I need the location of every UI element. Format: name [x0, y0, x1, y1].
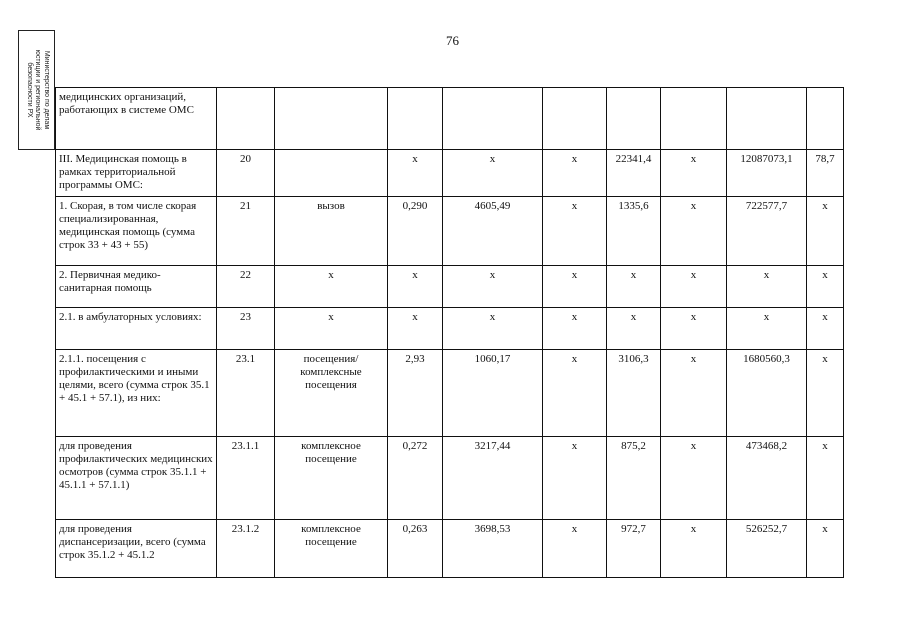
cell-name: 2.1. в амбулаторных условиях:: [56, 308, 217, 350]
cell-num: 20: [217, 150, 275, 197]
cell-c6: х: [727, 266, 807, 308]
cell-num: 23: [217, 308, 275, 350]
cell-c2: х: [443, 150, 543, 197]
stamp-text: [24, 34, 50, 146]
stamp-line: Министерство по делам: [42, 50, 50, 130]
cell-num: 22: [217, 266, 275, 308]
cell-num: 23.1: [217, 350, 275, 437]
cell-c1: 2,93: [388, 350, 443, 437]
cell-c3: [543, 88, 607, 150]
cell-name: 2.1.1. посещения с профилактическими и иными целями, всего (сумма строк 35.1 + 45.1 + 57.1), из них:: [56, 350, 217, 437]
cell-name: 1. Скорая, в том числе скорая специализированная, медицинская помощь (сумма строк 33 + 43 + 55): [56, 197, 217, 266]
cell-name: III. Медицинская помощь в рамках территориальной программы ОМС:: [56, 150, 217, 197]
cell-name: для проведения профилактических медицинских осмотров (сумма строк 35.1.1 + 45.1.1 + 57.1.1): [56, 437, 217, 520]
cell-unit: посещения/ комплексные посещения: [275, 350, 388, 437]
cell-c4: 3106,3: [607, 350, 661, 437]
table-row: [56, 197, 844, 266]
table-row: [56, 520, 844, 578]
cell-c6: х: [727, 308, 807, 350]
page-number: 76: [446, 33, 459, 48]
cell-c5: х: [661, 150, 727, 197]
cell-c5: х: [661, 197, 727, 266]
cell-c6: 722577,7: [727, 197, 807, 266]
cell-c6: 1680560,3: [727, 350, 807, 437]
stamp-line: юстиции и региональной: [33, 49, 41, 131]
cell-c7: [807, 88, 844, 150]
table-row: [56, 150, 844, 197]
cell-unit: х: [275, 266, 388, 308]
cell-c7: х: [807, 437, 844, 520]
cell-c3: х: [543, 150, 607, 197]
cell-c4: х: [607, 308, 661, 350]
cell-c4: х: [607, 266, 661, 308]
cell-name: 2. Первичная медико-санитарная помощь: [56, 266, 217, 308]
cell-c5: х: [661, 266, 727, 308]
cell-name: медицинских организаций, работающих в системе ОМС: [56, 88, 217, 150]
cell-c6: 526252,7: [727, 520, 807, 578]
table-row: [56, 350, 844, 437]
cell-c1: х: [388, 150, 443, 197]
cell-c4: 972,7: [607, 520, 661, 578]
cell-c1: 0,272: [388, 437, 443, 520]
cell-c2: 1060,17: [443, 350, 543, 437]
cell-c5: х: [661, 520, 727, 578]
cell-c1: 0,263: [388, 520, 443, 578]
cell-unit: комплексное посещение: [275, 520, 388, 578]
cell-c4: 1335,6: [607, 197, 661, 266]
cell-c4: [607, 88, 661, 150]
cell-name: для проведения диспансеризации, всего (сумма строк 35.1.2 + 45.1.2: [56, 520, 217, 578]
table-row: [56, 437, 844, 520]
cell-unit: х: [275, 308, 388, 350]
cell-c5: х: [661, 308, 727, 350]
cell-num: 23.1.2: [217, 520, 275, 578]
table-row: [56, 266, 844, 308]
registration-stamp: [18, 30, 55, 150]
cell-c2: х: [443, 308, 543, 350]
cell-c1: 0,290: [388, 197, 443, 266]
cell-c3: х: [543, 266, 607, 308]
cell-c5: [661, 88, 727, 150]
cell-c5: х: [661, 437, 727, 520]
cell-num: 21: [217, 197, 275, 266]
cell-unit: вызов: [275, 197, 388, 266]
cell-c2: х: [443, 266, 543, 308]
cell-c3: х: [543, 197, 607, 266]
cell-unit: комплексное посещение: [275, 437, 388, 520]
cell-c6: 473468,2: [727, 437, 807, 520]
cell-c3: х: [543, 308, 607, 350]
cell-c7: х: [807, 350, 844, 437]
cell-c4: 22341,4: [607, 150, 661, 197]
cell-c1: х: [388, 308, 443, 350]
cell-c2: 4605,49: [443, 197, 543, 266]
cell-c1: [388, 88, 443, 150]
cell-c7: х: [807, 266, 844, 308]
cell-c7: 78,7: [807, 150, 844, 197]
stamp-line: безопасности РХ: [25, 62, 33, 118]
cell-c4: 875,2: [607, 437, 661, 520]
cell-c6: [727, 88, 807, 150]
cell-c3: х: [543, 437, 607, 520]
cell-c7: х: [807, 520, 844, 578]
cell-c1: х: [388, 266, 443, 308]
cell-c5: х: [661, 350, 727, 437]
cell-unit: [275, 88, 388, 150]
cell-c2: [443, 88, 543, 150]
cell-unit: [275, 150, 388, 197]
table-row: [56, 88, 844, 150]
cell-c2: 3217,44: [443, 437, 543, 520]
cell-num: 23.1.1: [217, 437, 275, 520]
cell-num: [217, 88, 275, 150]
cell-c2: 3698,53: [443, 520, 543, 578]
cell-c3: х: [543, 520, 607, 578]
cell-c7: х: [807, 308, 844, 350]
cell-c6: 12087073,1: [727, 150, 807, 197]
table-row: [56, 308, 844, 350]
cell-c7: х: [807, 197, 844, 266]
program-table: [55, 87, 844, 578]
cell-c3: х: [543, 350, 607, 437]
